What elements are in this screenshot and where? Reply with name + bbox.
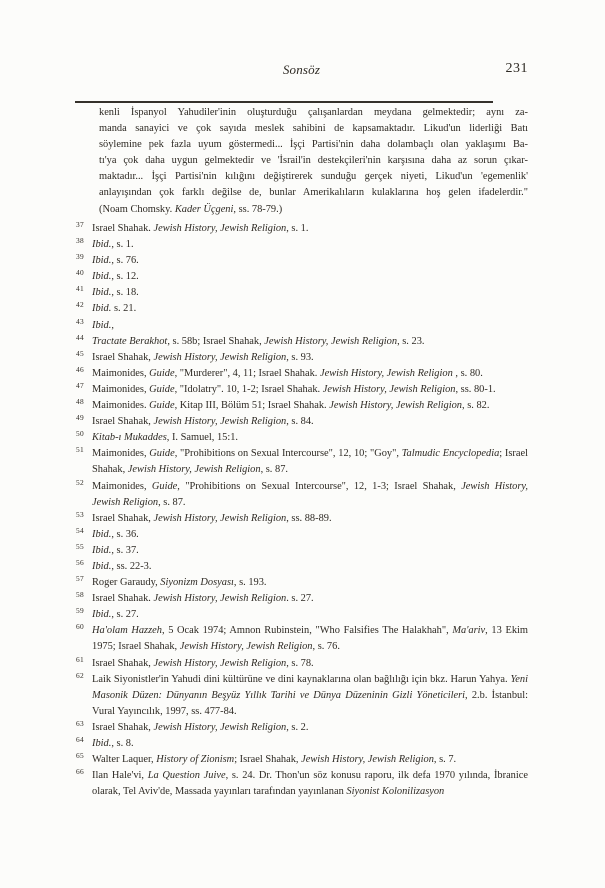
footnote-item [76, 607, 528, 623]
italic-text-run: Jewish History, Jewish Religion [92, 480, 528, 508]
text-run: Israel Shahak, [92, 657, 154, 669]
footnote-number: 57 [76, 574, 84, 584]
italic-text-run: Jewish History, Jewish Religion [153, 512, 287, 524]
italic-text-run: Ibid. [92, 544, 112, 556]
text-run: anlayışından çok farklı değilse de, bunlar Amerikalıların kulaklarına hoş gelen ifadelerdir." [99, 187, 528, 199]
text-run: , s. 78. [286, 657, 314, 669]
italic-text-run: Tractate Berakhot [92, 335, 168, 347]
footnote-item [76, 350, 528, 366]
text-run: , s. 80. [452, 367, 483, 379]
italic-text-run: Ibid. [92, 738, 112, 749]
footnote-item [76, 382, 528, 398]
italic-text-run: Kader Üçgeni [174, 203, 234, 215]
footnote-number: 50 [76, 429, 84, 439]
italic-text-run: Guide [151, 480, 178, 492]
italic-text-run: Ibid. [92, 528, 112, 540]
footnote-item [76, 414, 528, 430]
footnote-number: 44 [76, 332, 84, 342]
text-run: , s. 58b; Israel Shahak, [167, 335, 265, 347]
italic-text-run: Siyonizm Dosyası [160, 577, 234, 589]
italic-text-run: Jewish History, Jewish Religion [127, 464, 261, 476]
footnote-number: 48 [76, 397, 84, 407]
text-run: Maimonides, [92, 480, 152, 492]
text-run: , s. 7. [433, 754, 457, 766]
footnote-item [76, 221, 528, 237]
text-run: Israel Shahak, [92, 416, 154, 428]
italic-text-run: Ma'ariv [452, 625, 486, 637]
italic-text-run: Jewish History, Jewish Religion [153, 593, 287, 605]
footnote-item [76, 479, 528, 511]
footnotes-list [76, 221, 528, 800]
footnote-item [76, 720, 528, 736]
quote-line [99, 185, 528, 201]
footnote-number: 43 [76, 316, 84, 326]
italic-text-run: Yeni Masonik Düzen: Dünyanın Beşyüz Yıllık Tarihi ve Dünya Düzeninin Gizli Yöneticileri [92, 673, 528, 701]
text-run: , s. 1. [111, 239, 134, 251]
footnote-number: 46 [76, 364, 84, 374]
text-run: , s. 76. [312, 641, 340, 653]
footnote-item [76, 768, 528, 800]
text-run: , s. 76. [111, 255, 139, 267]
text-run: Israel Shahak. [92, 593, 154, 605]
quote-line [99, 169, 528, 185]
text-run: Roger Garaudy, [92, 577, 161, 589]
italic-text-run: Jewish History, Jewish Religion [179, 641, 313, 653]
text-run: , ss. 78-79.) [233, 203, 283, 215]
text-run: manda sanayici ve çok sayıda meslek sahibini de kapsamaktadır. Likud'un liderliği Batı [99, 123, 528, 135]
text-run: , s. 1. [286, 223, 309, 234]
text-run: , 2.b. İstanbul: Vural Yayıncılık, 1997, ss. 477-84. [92, 689, 528, 717]
italic-text-run: Ibid. [92, 609, 112, 621]
text-run: ; Israel Shahak, [234, 754, 302, 766]
footnote-item [76, 253, 528, 269]
text-run: , s. 82. [462, 400, 490, 412]
text-run: Maimonides, [92, 383, 150, 395]
footnote-number: 40 [76, 268, 84, 278]
text-run: s. 21. [111, 303, 137, 315]
text-run: , s. 18. [111, 287, 139, 299]
text-run: (Noam Chomsky. [99, 203, 175, 215]
footnote-item [76, 511, 528, 527]
footnote-item [76, 591, 528, 607]
footnote-number: 45 [76, 348, 84, 358]
footnote-item [76, 752, 528, 768]
footnote-number: 60 [76, 622, 84, 632]
text-run: , s. 93. [286, 351, 314, 363]
text-run: Israel Shahak. [92, 223, 154, 234]
text-run: Israel Shahak, [92, 721, 154, 733]
footnote-number: 59 [76, 606, 84, 616]
footnote-item [76, 366, 528, 382]
text-run: , s. 193. [233, 577, 267, 589]
running-header-title: Sonsöz [282, 62, 321, 77]
italic-text-run: Jewish History, Jewish Religion [264, 335, 398, 347]
footnote-number: 56 [76, 557, 84, 567]
footnote-number: 39 [76, 252, 84, 262]
italic-text-run: La Question Juive [147, 770, 226, 782]
footnote-number: 63 [76, 718, 84, 728]
text-run: , s. 37. [111, 544, 139, 556]
italic-text-run: Kitab-ı Mukaddes [92, 432, 167, 444]
text-run: , "Murderer", 4, 11; Israel Shahak. [174, 367, 321, 379]
italic-text-run: Jewish History, Jewish Religion [322, 383, 456, 395]
footnote-item [76, 301, 528, 317]
italic-text-run: Guide [149, 367, 175, 379]
footnote-item [76, 543, 528, 559]
text-run: , 13 Ekim 1975; Israel Shahak, [92, 625, 528, 653]
text-run: , "Prohibitions on Sexual Intercourse", 12, 1-3; Israel Shahak, [177, 480, 462, 492]
footnote-item [76, 269, 528, 285]
quote-line [99, 121, 528, 137]
text-run: , "Idolatry". 10, 1-2; Israel Shahak. [174, 383, 323, 395]
text-run: Ilan Hale'vi, [92, 770, 148, 782]
text-run: , ss. 88-89. [286, 512, 332, 524]
text-run: , s. 87. [260, 464, 288, 476]
quote-line [99, 105, 528, 121]
text-run: Laik Siyonistler'in Yahudi dini kültürüne ve dini kaynaklarına olan bağlılığı için bkz. Harun Yahya. [92, 673, 511, 685]
footnote-number: 47 [76, 380, 84, 390]
italic-text-run: Ibid. [92, 239, 112, 251]
italic-text-run: Ibid. [92, 303, 112, 315]
text-run: , s. 12. [111, 271, 139, 283]
footnote-number: 52 [76, 477, 84, 487]
italic-text-run: Ibid. [92, 271, 112, 283]
text-run: , [111, 319, 114, 331]
italic-text-run: Siyonist Kolonilizasyon [346, 786, 445, 798]
footnote-number: 61 [76, 654, 84, 664]
text-run: , 5 Ocak 1974; Amnon Rubinstein, "Who Falsifies The Halakhah", [161, 625, 453, 637]
italic-text-run: Jewish History, Jewish Religion [153, 351, 287, 363]
footnote-item [76, 656, 528, 672]
text-run: , ss. 22-3. [111, 560, 152, 572]
text-run: Maimonides. [92, 400, 150, 412]
italic-text-run: Ibid. [92, 287, 112, 299]
text-run: , ss. 80-1. [455, 383, 496, 395]
italic-text-run: Jewish History, Jewish Religion [320, 367, 453, 379]
footnote-item [76, 527, 528, 543]
text-run: , s. 87. [158, 496, 186, 508]
text-run: , s. 84. [286, 416, 314, 428]
text-run: , s. 24. Dr. Thon'un söz konusu raporu, ilk defa 1970 yılında, İbranice olarak, Tel Aviv'de, Massada yayınları tarafından yayınlanan [92, 770, 528, 798]
text-run: Israel Shahak, [92, 512, 154, 524]
footnote-item [76, 575, 528, 591]
footnote-number: 42 [76, 300, 84, 310]
italic-text-run: Ibid. [92, 560, 112, 572]
footnote-number: 55 [76, 541, 84, 551]
quote-line [99, 137, 528, 153]
italic-text-run: Jewish History, Jewish Religion [301, 754, 434, 766]
text-run: . s. 27. [286, 593, 314, 605]
header-rule [75, 101, 493, 103]
quote-line [99, 153, 528, 169]
text-run: tı'ya çok daha uygun gelmektedir ve 'İsrail'in destekçileri'nin karşısına daha az sorun çıkar- [99, 155, 528, 167]
text-run: , s. 27. [111, 609, 139, 621]
text-run: Walter Laquer, [92, 754, 157, 766]
footnote-number: 66 [76, 767, 84, 777]
italic-text-run: Jewish History, Jewish Religion [153, 223, 287, 234]
footnote-number: 41 [76, 284, 84, 294]
text-run: , s. 23. [397, 335, 425, 347]
footnote-item [76, 672, 528, 720]
text-run: , s. 8. [111, 738, 134, 749]
running-header [75, 62, 528, 80]
italic-text-run: Guide [149, 400, 175, 412]
footnote-number: 37 [76, 220, 84, 229]
text-run: , I. Samuel, 15:1. [166, 432, 239, 444]
quote-paragraph [99, 105, 528, 218]
text-run: Maimonides, [92, 448, 150, 460]
italic-text-run: Jewish History, Jewish Religion [329, 400, 463, 412]
footnote-number: 54 [76, 525, 84, 535]
italic-text-run: History of Zionism [156, 754, 235, 766]
footnote-number: 62 [76, 670, 84, 680]
footnote-number: 38 [76, 236, 84, 246]
text-run: , Kitap III, Bölüm 51; Israel Shahak. [174, 400, 330, 412]
footnote-item [76, 318, 528, 334]
italic-text-run: Jewish History, Jewish Religion [153, 721, 287, 733]
italic-text-run: Jewish History, Jewish Religion [153, 416, 287, 428]
text-run: Maimonides, [92, 367, 150, 379]
text-run: söylemine pek fazla uyum göstermedi... İşçi Partisi'nin daha dolambaçlı olan yaklaşımı Ba- [99, 139, 528, 151]
footnote-item [76, 334, 528, 350]
footnote-item [76, 285, 528, 301]
footnote-item [76, 237, 528, 253]
text-run: , "Prohibitions on Sexual Intercourse", 12, 10; "Goy", [174, 448, 402, 460]
footnote-number: 65 [76, 751, 84, 761]
text-run: Israel Shahak, [92, 351, 154, 363]
italic-text-run: Talmudic Encyclopedia [401, 448, 500, 460]
text-run: ; Israel Shahak, [92, 448, 528, 476]
italic-text-run: Jewish History, Jewish Religion [153, 657, 287, 669]
footnote-item [76, 398, 528, 414]
text-run: kenli İspanyol Yahudiler'inin oluşturduğu çalışanlardan meydana gelmektedir; aynı za- [99, 107, 528, 118]
italic-text-run: Ha'olam Hazzeh [92, 625, 162, 637]
page-number: 231 [505, 61, 528, 76]
italic-text-run: Guide [149, 448, 175, 460]
quote-line [99, 202, 528, 218]
footnote-number: 51 [76, 445, 84, 455]
italic-text-run: Guide [149, 383, 175, 395]
footnote-number: 64 [76, 735, 84, 744]
text-run: , s. 2. [286, 721, 309, 733]
text-run: maktadır... İşçi Partisi'nin kılığını değiştirerek sunduğu gerçek niyeti, Likud'un 'egemenlik' [99, 171, 528, 183]
text-run: , s. 36. [111, 528, 139, 540]
footnote-item [76, 430, 528, 446]
italic-text-run: Ibid. [92, 319, 112, 331]
footnote-item [76, 736, 528, 752]
footnote-item [76, 446, 528, 478]
footnote-number: 53 [76, 509, 84, 519]
footnote-number: 49 [76, 413, 84, 423]
italic-text-run: Ibid. [92, 255, 112, 267]
footnote-number: 58 [76, 590, 84, 600]
footnote-item [76, 559, 528, 575]
footnote-item [76, 623, 528, 655]
